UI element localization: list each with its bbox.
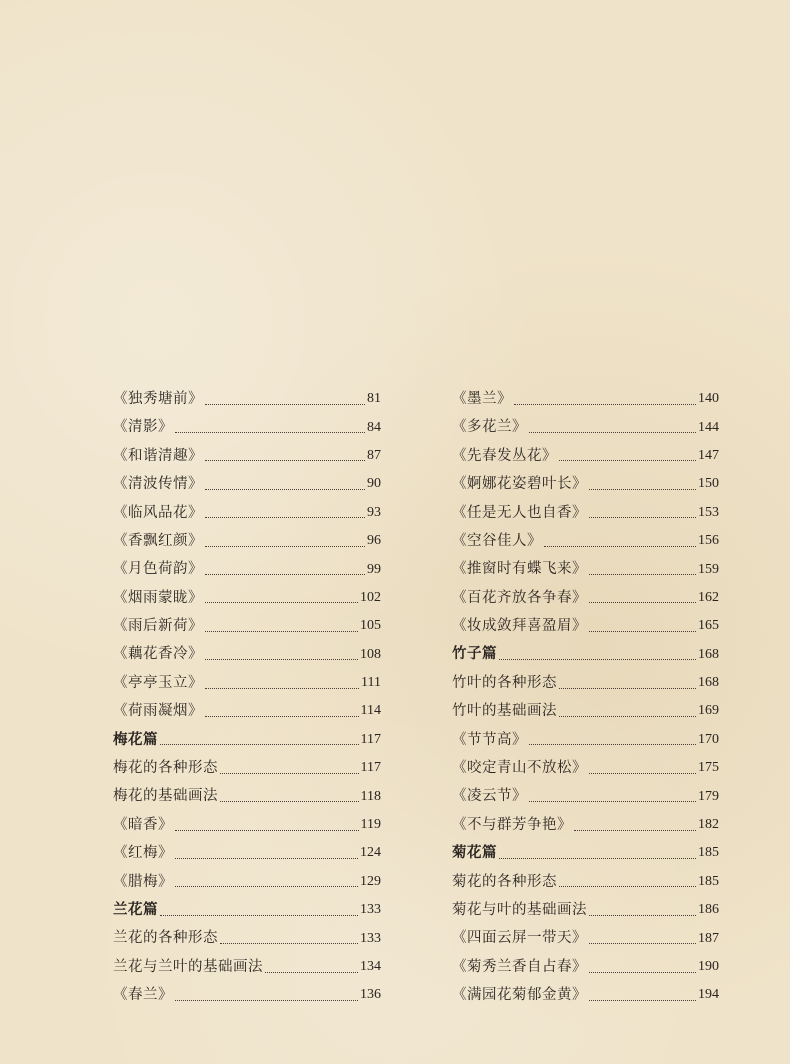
dot-leader xyxy=(559,715,696,717)
toc-entry-page-number: 153 xyxy=(698,504,719,520)
dot-leader xyxy=(589,971,696,973)
toc-entry-page-number: 102 xyxy=(360,589,381,605)
toc-entry-title: 《暗香》 xyxy=(113,816,173,833)
toc-entry-page-number: 96 xyxy=(367,533,381,549)
toc-entry-title: 竹叶的基础画法 xyxy=(452,703,557,720)
toc-entry-title: 《香飘红颜》 xyxy=(113,532,203,549)
toc-entry xyxy=(113,612,381,640)
toc-entry-title: 《清波传情》 xyxy=(113,476,203,493)
toc-entry-page-number: 147 xyxy=(698,447,719,463)
toc-entry-page-number: 108 xyxy=(360,646,381,662)
toc-entry-page-number: 105 xyxy=(360,618,381,634)
toc-entry-title: 《不与群芳争艳》 xyxy=(452,816,572,833)
toc-right-column xyxy=(452,385,719,1010)
toc-entry-title: 兰花与兰叶的基础画法 xyxy=(113,958,263,975)
toc-entry-page-number: 165 xyxy=(698,618,719,634)
toc-entry xyxy=(452,726,719,754)
dot-leader xyxy=(514,403,696,405)
toc-entry-page-number: 111 xyxy=(361,675,381,691)
toc-entry-page-number: 186 xyxy=(698,902,719,918)
toc-entry xyxy=(113,413,381,441)
toc-entry-title: 菊花篇 xyxy=(452,844,497,862)
toc-entry xyxy=(452,868,719,896)
toc-entry-title: 《清影》 xyxy=(113,419,173,436)
toc-entry xyxy=(113,697,381,725)
dot-leader xyxy=(220,942,358,944)
toc-entry-title: 《先春发丛花》 xyxy=(452,447,557,464)
toc-entry-page-number: 84 xyxy=(367,419,381,435)
dot-leader xyxy=(205,715,359,717)
toc-entry-page-number: 118 xyxy=(360,788,381,804)
toc-entry xyxy=(452,584,719,612)
dot-leader xyxy=(205,403,365,405)
toc-section-heading xyxy=(452,839,719,867)
toc-entry-page-number: 168 xyxy=(698,646,719,662)
dot-leader xyxy=(499,658,696,660)
dot-leader xyxy=(265,971,358,973)
dot-leader xyxy=(205,658,358,660)
toc-entry xyxy=(452,669,719,697)
toc-entry xyxy=(113,953,381,981)
toc-entry-title: 《墨兰》 xyxy=(452,390,512,407)
dot-leader xyxy=(205,516,365,518)
toc-entry-page-number: 117 xyxy=(360,760,381,776)
toc-entry xyxy=(452,413,719,441)
toc-entry-page-number: 169 xyxy=(698,703,719,719)
toc-entry-title: 《菊秀兰香自占春》 xyxy=(452,958,587,975)
toc-entry-page-number: 187 xyxy=(698,930,719,946)
toc-entry-title: 《多花兰》 xyxy=(452,419,527,436)
dot-leader xyxy=(589,772,696,774)
toc-entry-page-number: 190 xyxy=(698,959,719,974)
toc-entry-page-number: 179 xyxy=(698,788,719,804)
toc-entry-title: 兰花的各种形态 xyxy=(113,930,218,947)
dot-leader xyxy=(499,857,696,859)
toc-entry xyxy=(113,811,381,839)
dot-leader xyxy=(220,772,359,774)
toc-entry-title: 兰花篇 xyxy=(113,900,158,918)
toc-entry xyxy=(113,924,381,952)
toc-entry-page-number: 185 xyxy=(698,845,719,861)
toc-entry-title: 菊花的各种形态 xyxy=(452,873,557,890)
toc-entry xyxy=(452,612,719,640)
dot-leader xyxy=(529,800,696,802)
toc-entry-page-number: 129 xyxy=(360,873,381,889)
dot-leader xyxy=(589,516,696,518)
toc-entry-title: 《雨后新荷》 xyxy=(113,618,203,635)
toc-section-heading xyxy=(452,641,719,669)
dot-leader xyxy=(205,687,359,689)
toc-entry-page-number: 140 xyxy=(698,391,719,407)
dot-leader xyxy=(559,459,696,461)
toc-entry xyxy=(452,924,719,952)
toc-entry-title: 《节节高》 xyxy=(452,731,527,748)
dot-leader xyxy=(589,573,696,575)
toc-entry xyxy=(452,385,719,413)
toc-entry-page-number: 162 xyxy=(698,589,719,605)
toc-entry xyxy=(113,584,381,612)
dot-leader xyxy=(529,431,696,433)
toc-entry-title: 《和谐清趣》 xyxy=(113,447,203,464)
toc-entry xyxy=(113,385,381,413)
toc-entry-title: 《满园花菊郁金黄》 xyxy=(452,987,587,1004)
toc-entry-page-number: 159 xyxy=(698,561,719,577)
toc-entry-page-number: 134 xyxy=(360,959,381,974)
toc-entry-page-number: 185 xyxy=(698,873,719,889)
toc-entry-page-number: 182 xyxy=(698,817,719,833)
toc-entry xyxy=(113,839,381,867)
toc-entry-page-number: 87 xyxy=(367,447,381,463)
toc-entry xyxy=(452,555,719,583)
dot-leader xyxy=(529,743,696,745)
toc-entry-title: 《任是无人也自香》 xyxy=(452,504,587,521)
toc-entry xyxy=(113,641,381,669)
toc-entry-page-number: 168 xyxy=(698,675,719,691)
toc-entry-page-number: 133 xyxy=(360,902,381,918)
dot-leader xyxy=(559,885,696,887)
toc-entry-page-number: 99 xyxy=(367,561,381,577)
dot-leader xyxy=(205,488,365,490)
toc-entry-page-number: 175 xyxy=(698,760,719,776)
toc-entry xyxy=(452,470,719,498)
dot-leader xyxy=(205,573,365,575)
toc-entry-title: 竹叶的各种形态 xyxy=(452,674,557,691)
toc-entry xyxy=(452,896,719,924)
dot-leader xyxy=(160,743,359,745)
toc-entry-title: 竹子篇 xyxy=(452,645,497,663)
toc-entry xyxy=(113,555,381,583)
toc-section-heading xyxy=(113,726,381,754)
toc-entry-title: 菊花与叶的基础画法 xyxy=(452,901,587,918)
dot-leader xyxy=(205,630,358,632)
dot-leader xyxy=(589,601,696,603)
toc-entry xyxy=(113,782,381,810)
toc-entry-page-number: 150 xyxy=(698,476,719,492)
toc-entry xyxy=(113,442,381,470)
toc-entry xyxy=(452,754,719,782)
toc-entry-page-number: 170 xyxy=(698,731,719,747)
toc-entry-title: 梅花的基础画法 xyxy=(113,788,218,805)
toc-entry xyxy=(452,499,719,527)
toc-entry xyxy=(113,669,381,697)
toc-entry-title: 《荷雨凝烟》 xyxy=(113,703,203,720)
dot-leader xyxy=(175,431,365,433)
dot-leader xyxy=(559,687,696,689)
toc-entry xyxy=(113,527,381,555)
toc-entry xyxy=(452,953,719,981)
toc-entry-title: 《临风品花》 xyxy=(113,504,203,521)
toc-entry-page-number: 93 xyxy=(367,504,381,520)
toc-entry-page-number: 136 xyxy=(360,987,381,1003)
toc-entry-page-number: 114 xyxy=(360,703,381,719)
toc-entry-title: 《推窗时有蝶飞来》 xyxy=(452,561,587,578)
dot-leader xyxy=(175,829,359,831)
toc-entry xyxy=(113,470,381,498)
dot-leader xyxy=(589,999,696,1001)
toc-entry-title: 梅花篇 xyxy=(113,730,158,748)
toc-entry xyxy=(452,697,719,725)
toc-entry-page-number: 90 xyxy=(367,476,381,492)
dot-leader xyxy=(589,942,696,944)
toc-entry-title: 梅花的各种形态 xyxy=(113,760,218,777)
toc-entry-title: 《四面云屏一带天》 xyxy=(452,930,587,947)
toc-entry xyxy=(452,981,719,1009)
dot-leader xyxy=(175,999,358,1001)
dot-leader xyxy=(574,829,696,831)
toc-entry-title: 《妆成敛拜喜盈眉》 xyxy=(452,618,587,635)
toc-entry xyxy=(113,754,381,782)
dot-leader xyxy=(589,630,696,632)
dot-leader xyxy=(220,800,359,802)
toc-entry-title: 《凌云节》 xyxy=(452,788,527,805)
toc-section-heading xyxy=(113,896,381,924)
toc-entry-title: 《百花齐放各争春》 xyxy=(452,589,587,606)
toc-entry-title: 《藕花香冷》 xyxy=(113,646,203,663)
toc-entry-title: 《腊梅》 xyxy=(113,873,173,890)
toc-entry-title: 《月色荷韵》 xyxy=(113,561,203,578)
toc-entry xyxy=(113,981,381,1009)
toc-entry-title: 《咬定青山不放松》 xyxy=(452,760,587,777)
toc-entry-title: 《烟雨蒙眬》 xyxy=(113,589,203,606)
dot-leader xyxy=(175,885,358,887)
toc-entry-title: 《婀娜花姿碧叶长》 xyxy=(452,476,587,493)
toc-entry-page-number: 124 xyxy=(360,845,381,861)
toc-entry-title: 《亭亭玉立》 xyxy=(113,674,203,691)
toc-entry-page-number: 81 xyxy=(367,391,381,407)
toc-entry-title: 《春兰》 xyxy=(113,987,173,1004)
dot-leader xyxy=(160,914,358,916)
toc-entry-page-number: 194 xyxy=(698,987,719,1003)
toc-entry-page-number: 156 xyxy=(698,533,719,549)
dot-leader xyxy=(205,601,358,603)
dot-leader xyxy=(544,545,696,547)
toc-entry xyxy=(452,811,719,839)
toc-entry-page-number: 119 xyxy=(360,817,381,833)
toc-entry xyxy=(113,499,381,527)
dot-leader xyxy=(589,488,696,490)
toc-entry-page-number: 117 xyxy=(360,731,381,747)
toc-left-column xyxy=(113,385,381,1010)
toc-entry xyxy=(113,868,381,896)
toc-entry xyxy=(452,527,719,555)
toc-entry-page-number: 144 xyxy=(698,419,719,435)
toc-entry xyxy=(452,782,719,810)
toc-entry-title: 《独秀塘前》 xyxy=(113,390,203,407)
dot-leader xyxy=(205,545,365,547)
dot-leader xyxy=(175,857,358,859)
toc-entry-title: 《红梅》 xyxy=(113,845,173,862)
dot-leader xyxy=(589,914,696,916)
toc-entry-page-number: 133 xyxy=(360,930,381,946)
dot-leader xyxy=(205,459,365,461)
toc-entry xyxy=(452,442,719,470)
toc-entry-title: 《空谷佳人》 xyxy=(452,532,542,549)
